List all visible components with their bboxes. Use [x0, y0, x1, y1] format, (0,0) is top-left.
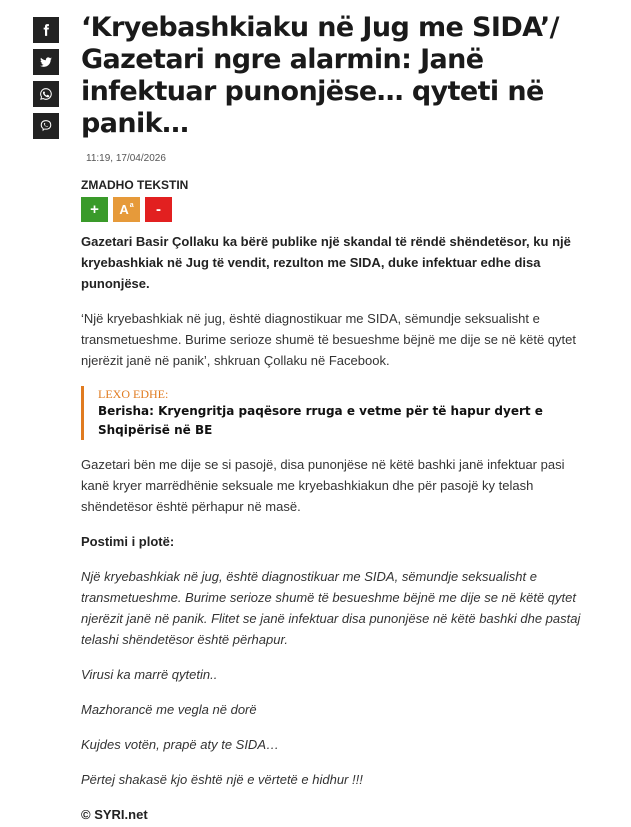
paragraph-1: ‘Një kryebashkiak në jug, është diagnostikuar me SIDA, sëmundje seksualisht e transmetueshme. Burime serioze shumë të besueshme bëjnë me dije se në këtë qytet njerëzit janë në panik’, shkruan Çollaku në Facebook. — [81, 311, 576, 368]
twitter-icon — [39, 55, 53, 69]
font-size-icon: A — [119, 202, 129, 217]
copyright: © SYRI.net — [81, 807, 148, 822]
viber-share-button[interactable] — [33, 113, 59, 139]
quote-1: Një kryebashkiak në jug, është diagnostikuar me SIDA, sëmundje seksualisht e transmetueshme. Burime serioze shumë të besueshme bëjnë me dije se në këtë qytet njerëzit janë në panik. Flitet se janë infektuar disa punonjëse në këtë bashki dhe pastaj telashi shëndetësor është përhapur. — [81, 569, 581, 647]
share-bar — [33, 17, 59, 145]
related-article[interactable] — [81, 386, 581, 440]
quote-5: Përtej shakasë kjo është një e vërtetë e hidhur !!! — [81, 772, 363, 787]
zoom-in-button[interactable] — [81, 197, 108, 222]
minus-icon: - — [156, 201, 161, 218]
zoom-reset-button[interactable] — [113, 197, 140, 222]
article-body — [81, 231, 581, 825]
article-date: 11:19, 17/04/2026 — [86, 153, 166, 164]
related-label: LEXO EDHE: — [98, 387, 169, 401]
paragraph-2: Gazetari bën me dije se si pasojë, disa punonjëse në këtë bashki janë infektuar pasi kanë kryer marrëdhënie seksuale me kryebashkiakun dhe për pasojë ky telash shëndetësor është përhapur në masë. — [81, 457, 565, 514]
zoom-out-button[interactable] — [145, 197, 172, 222]
facebook-share-button[interactable] — [33, 17, 59, 43]
viber-icon — [39, 119, 53, 133]
quote-4: Kujdes votën, prapë aty te SIDA… — [81, 737, 279, 752]
quote-2: Virusi ka marrë qytetin.. — [81, 667, 218, 682]
related-title-link[interactable]: Berisha: Kryengritja paqësore rruga e vetme për të hapur dyert e Shqipërisë në BE — [98, 404, 543, 437]
font-size-icon-sup: a — [129, 202, 134, 209]
facebook-icon — [39, 23, 53, 37]
article-lead: Gazetari Basir Çollaku ka bërë publike një skandal të rëndë shëndetësor, ku një kryebashkiak në Jug të vendit, rezulton me SIDA, duke infektuar edhe disa punonjëse. — [81, 234, 571, 291]
article-title: ‘Kryebashkiaku në Jug me SIDA’/ Gazetari ngre alarmin: Janë infektuar punonjëse… qyteti në panik… — [81, 12, 559, 139]
zoom-text-label: ZMADHO TEKSTIN — [81, 178, 189, 192]
whatsapp-icon — [39, 87, 53, 101]
full-post-label: Postimi i plotë: — [81, 534, 175, 549]
twitter-share-button[interactable] — [33, 49, 59, 75]
whatsapp-share-button[interactable] — [33, 81, 59, 107]
quote-3: Mazhorancë me vegla në dorë — [81, 702, 257, 717]
plus-icon: + — [90, 201, 99, 218]
